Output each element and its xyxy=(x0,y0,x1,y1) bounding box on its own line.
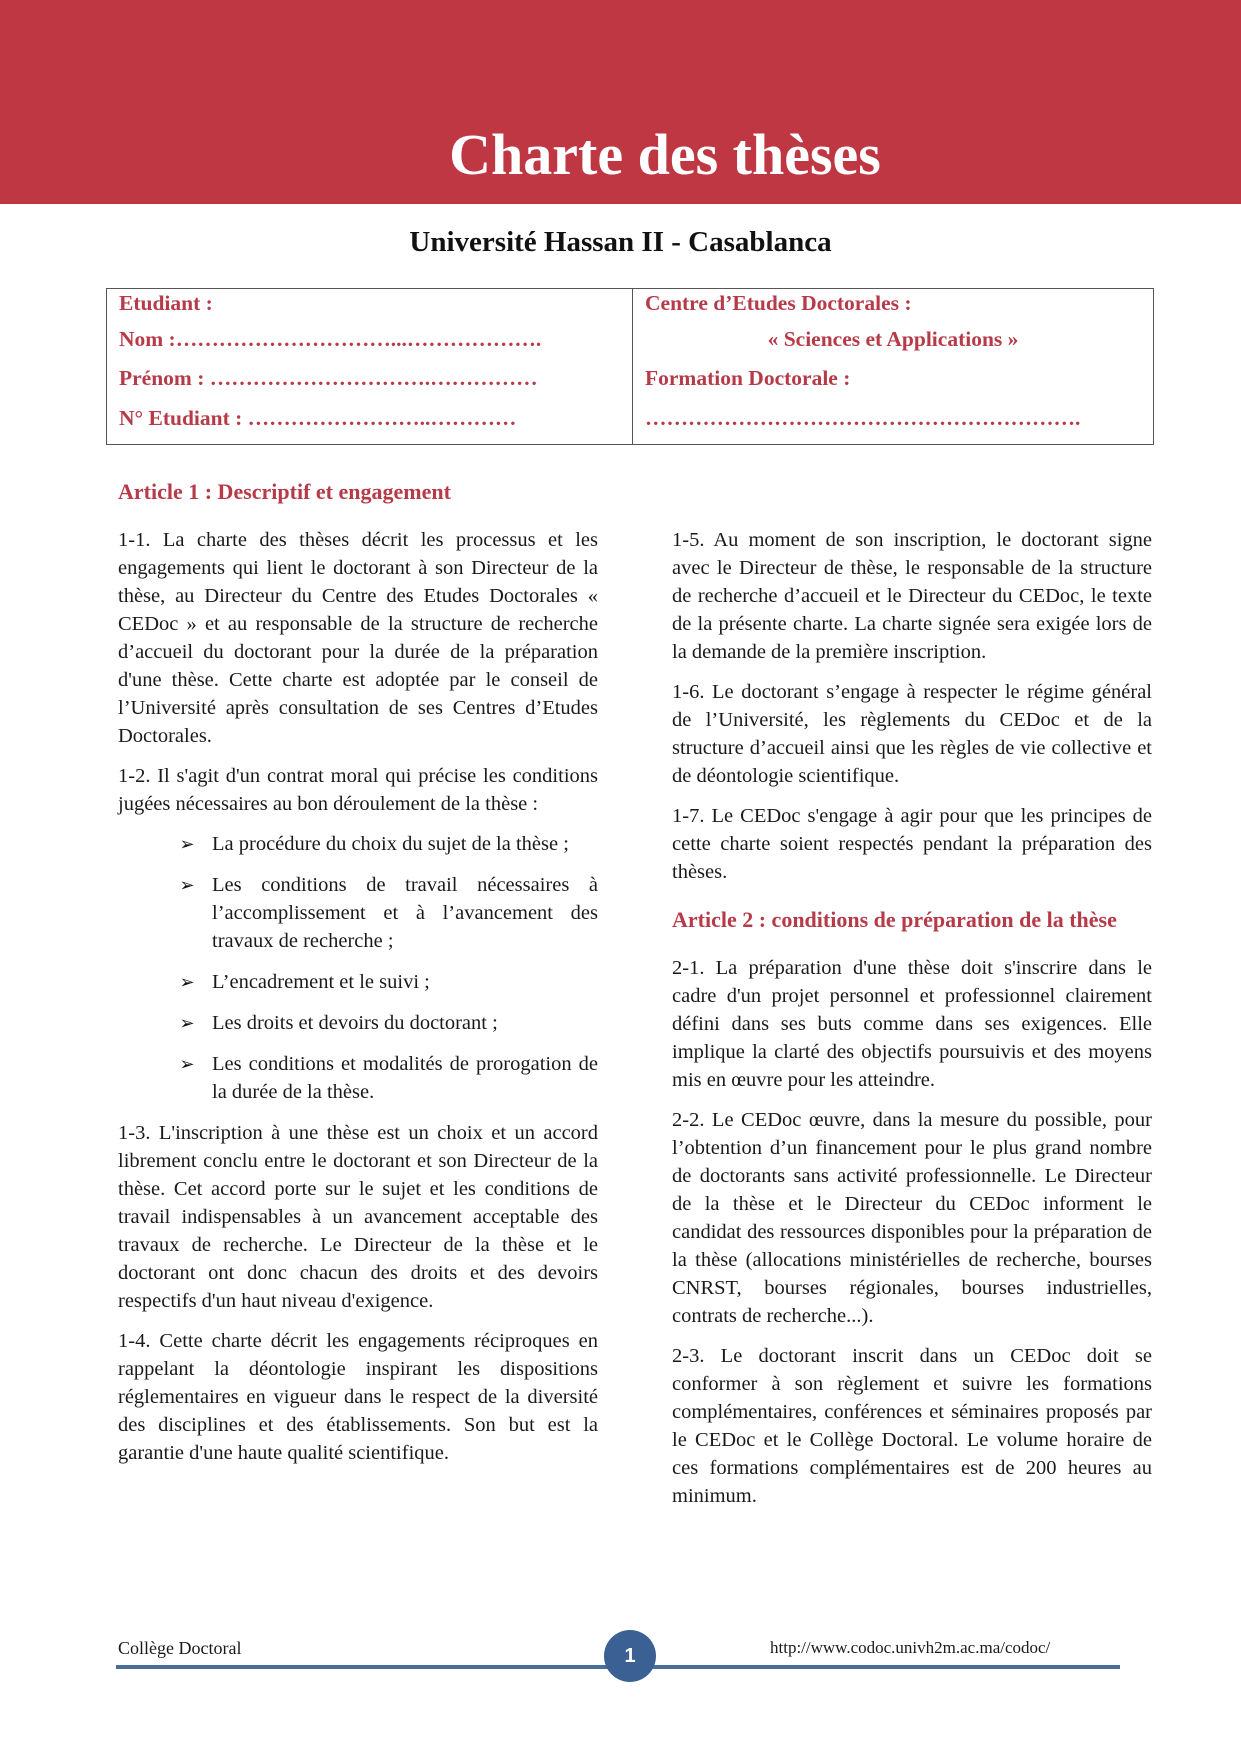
list-item: ➢ La procédure du choix du sujet de la thèse ; xyxy=(176,830,598,858)
arrowhead-bullet-icon: ➢ xyxy=(179,1013,195,1033)
doctoral-center-column xyxy=(633,289,1153,444)
page-number-badge: 1 xyxy=(604,1630,656,1682)
student-label: Etudiant : xyxy=(119,291,213,315)
arrowhead-bullet-icon: ➢ xyxy=(179,972,195,992)
firstname-field: Prénom : ………………………….…………… xyxy=(119,366,538,390)
paragraph-2-2: 2-2. Le CEDoc œuvre, dans la mesure du possible, pour l’obtention d’un financement pour le plus grand nombre de doctorants sans activité professionnelle. Le Directeur de la thèse et le Directeur du CEDoc informent le candidat des ressources disponibles pour la préparation de la thèse (allocations ministérielles de recherche, bourses CNRST, bourses régionales, bourses industrielles, contrats de recherche...). xyxy=(672,1109,1152,1327)
footer-college-doctoral: Collège Doctoral xyxy=(118,1638,242,1658)
doctoral-training-field: ……………………………………………………. xyxy=(645,406,1081,430)
university-name: Université Hassan II - Casablanca xyxy=(409,226,832,258)
arrowhead-bullet-icon: ➢ xyxy=(179,834,195,854)
student-number-field: N° Etudiant : ……………………..………… xyxy=(119,406,517,430)
list-item: ➢ Les conditions de travail nécessaires à l’accomplissement et à l’avancement des travaux de recherche ; xyxy=(176,871,598,955)
paragraph-1-2: 1-2. Il s'agit d'un contrat moral qui précise les conditions jugées nécessaires au bon déroulement de la thèse : xyxy=(118,765,598,815)
doctoral-center-label: Centre d’Etudes Doctorales : xyxy=(645,291,912,315)
paragraph-1-3: 1-3. L'inscription à une thèse est un choix et un accord librement conclu entre le doctorant et son Directeur de la thèse. Cet accord porte sur le sujet et les conditions de travail indispensables à un avancement acceptable des travaux de recherche. Le Directeur de la thèse et le doctorant ont donc chacun des droits et des devoirs respectifs d'un haut niveau d'exigence. xyxy=(118,1122,598,1312)
arrowhead-bullet-icon: ➢ xyxy=(179,875,195,895)
paragraph-1-5: 1-5. Au moment de son inscription, le doctorant signe avec le Directeur de thèse, le responsable de la structure de recherche d’accueil et le Directeur du CEDoc, le texte de la présente charte. La charte signée sera exigée lors de la demande de la première inscription. xyxy=(672,529,1152,663)
paragraph-2-1: 2-1. La préparation d'une thèse doit s'inscrire dans le cadre d'un projet personnel et professionnel clairement défini dans ses buts comme dans ses exigences. Elle implique la clarté des objectifs poursuivis et des moyens mis en œuvre pour les atteindre. xyxy=(672,957,1152,1091)
list-item: ➢ L’encadrement et le suivi ; xyxy=(176,968,598,996)
doctoral-training-label: Formation Doctorale : xyxy=(645,366,851,390)
arrowhead-bullet-icon: ➢ xyxy=(179,1054,195,1074)
footer-url[interactable]: http://www.codoc.univh2m.ac.ma/codoc/ xyxy=(770,1638,1051,1657)
paragraph-1-7: 1-7. Le CEDoc s'engage à agir pour que les principes de cette charte soient respectés pendant la préparation des thèses. xyxy=(672,805,1152,883)
right-column xyxy=(672,526,1152,1522)
doctoral-center-name: « Sciences et Applications » xyxy=(767,327,1019,351)
title-banner xyxy=(0,0,1241,204)
article-1-heading: Article 1 : Descriptif et engagement xyxy=(118,479,451,504)
name-field: Nom :…………………………...………………. xyxy=(119,327,542,351)
document-title: Charte des thèses xyxy=(449,122,881,187)
paragraph-1-6: 1-6. Le doctorant s’engage à respecter le régime général de l’Université, les règlements du CEDoc et de la structure d’accueil ainsi que les règles de vie collective et de déontologie scientifique. xyxy=(672,681,1152,787)
list-item: ➢ Les conditions et modalités de prorogation de la durée de la thèse. xyxy=(176,1050,598,1106)
left-column xyxy=(118,526,598,1479)
student-info-box xyxy=(106,288,1154,445)
paragraph-1-4: 1-4. Cette charte décrit les engagements réciproques en rappelant la déontologie inspirant les dispositions réglementaires en vigueur dans le respect de la diversité des disciplines et des établissements. Son but est la garantie d'une haute qualité scientifique. xyxy=(118,1330,598,1464)
paragraph-2-3: 2-3. Le doctorant inscrit dans un CEDoc doit se conformer à son règlement et suivre les formations complémentaires, conférences et séminaires proposés par le CEDoc et le Collège Doctoral. Le volume horaire de ces formations complémentaires est de 200 heures au minimum. xyxy=(672,1345,1152,1507)
student-info-column xyxy=(107,289,633,444)
article-2-heading: Article 2 : conditions de préparation de la thèse xyxy=(672,907,1117,932)
thesis-conditions-list xyxy=(118,830,598,1106)
paragraph-1-1: 1-1. La charte des thèses décrit les processus et les engagements qui lient le doctorant à son Directeur de la thèse, au Directeur du Centre des Etudes Doctorales « CEDoc » et au responsable de la structure de recherche d’accueil du doctorant pour la durée de la préparation d'une thèse. Cette charte est adoptée par le conseil de l’Université après consultation de ses Centres d’Etudes Doctorales. xyxy=(118,529,598,747)
list-item: ➢ Les droits et devoirs du doctorant ; xyxy=(176,1009,598,1037)
